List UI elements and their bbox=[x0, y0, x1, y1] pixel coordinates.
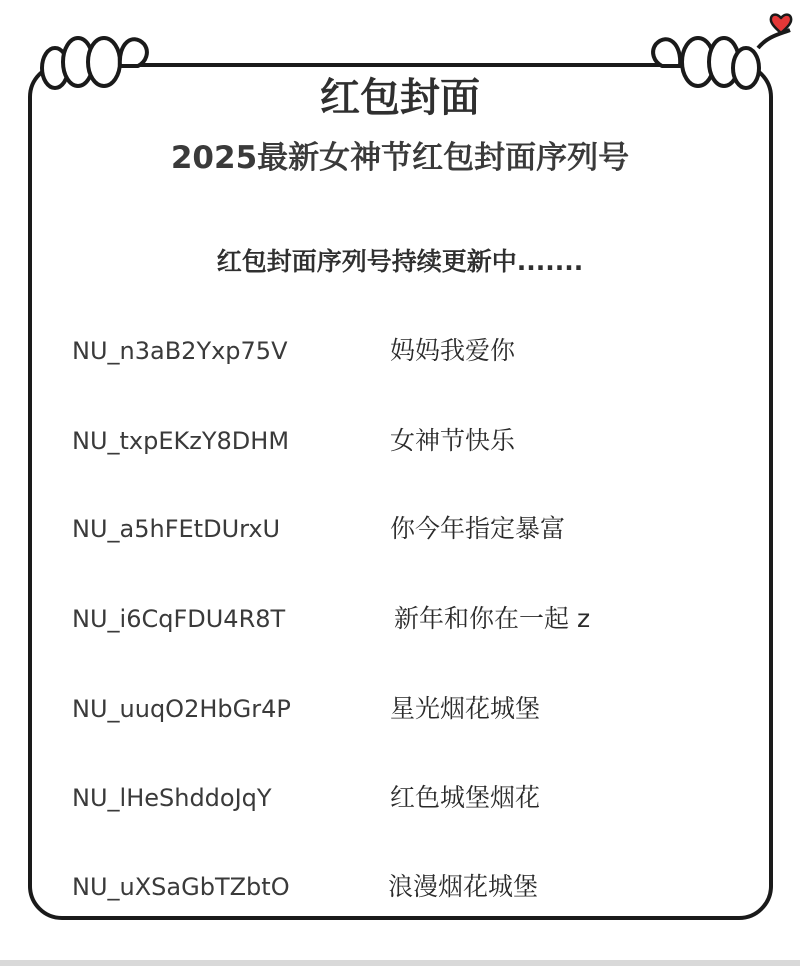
serial-code: NU_uuqO2HbGr4P bbox=[72, 695, 291, 723]
cover-name: 女神节快乐 bbox=[390, 426, 516, 455]
update-notice: 红包封面序列号持续更新中....... bbox=[216, 247, 584, 276]
list-item bbox=[72, 421, 712, 461]
list-item bbox=[72, 778, 712, 818]
serial-code: NU_txpEKzY8DHM bbox=[72, 427, 290, 455]
serial-code: NU_uXSaGbTZbtO bbox=[72, 873, 290, 901]
serial-code: NU_i6CqFDU4R8T bbox=[72, 605, 286, 633]
serial-code: NU_a5hFEtDUrxU bbox=[72, 515, 281, 543]
page-subtitle: 2025最新女神节红包封面序列号 bbox=[170, 140, 630, 176]
cover-name: 你今年指定暴富 bbox=[390, 514, 566, 543]
cover-name: 红色城堡烟花 bbox=[390, 783, 541, 812]
cover-name: 浪漫烟花城堡 bbox=[388, 872, 539, 901]
cover-name: 妈妈我爱你 bbox=[390, 336, 516, 365]
list-item bbox=[72, 509, 712, 549]
bottom-divider bbox=[0, 960, 800, 966]
list-item bbox=[72, 689, 712, 729]
list-item bbox=[72, 599, 712, 639]
cover-name: 新年和你在一起 z bbox=[394, 604, 591, 633]
serial-code: NU_lHeShddoJqY bbox=[72, 784, 272, 812]
serial-code: NU_n3aB2Yxp75V bbox=[72, 337, 288, 365]
page-title: 红包封面 bbox=[320, 75, 480, 121]
list-item bbox=[72, 867, 712, 907]
cover-name: 星光烟花城堡 bbox=[390, 694, 541, 723]
list-item bbox=[72, 331, 712, 371]
